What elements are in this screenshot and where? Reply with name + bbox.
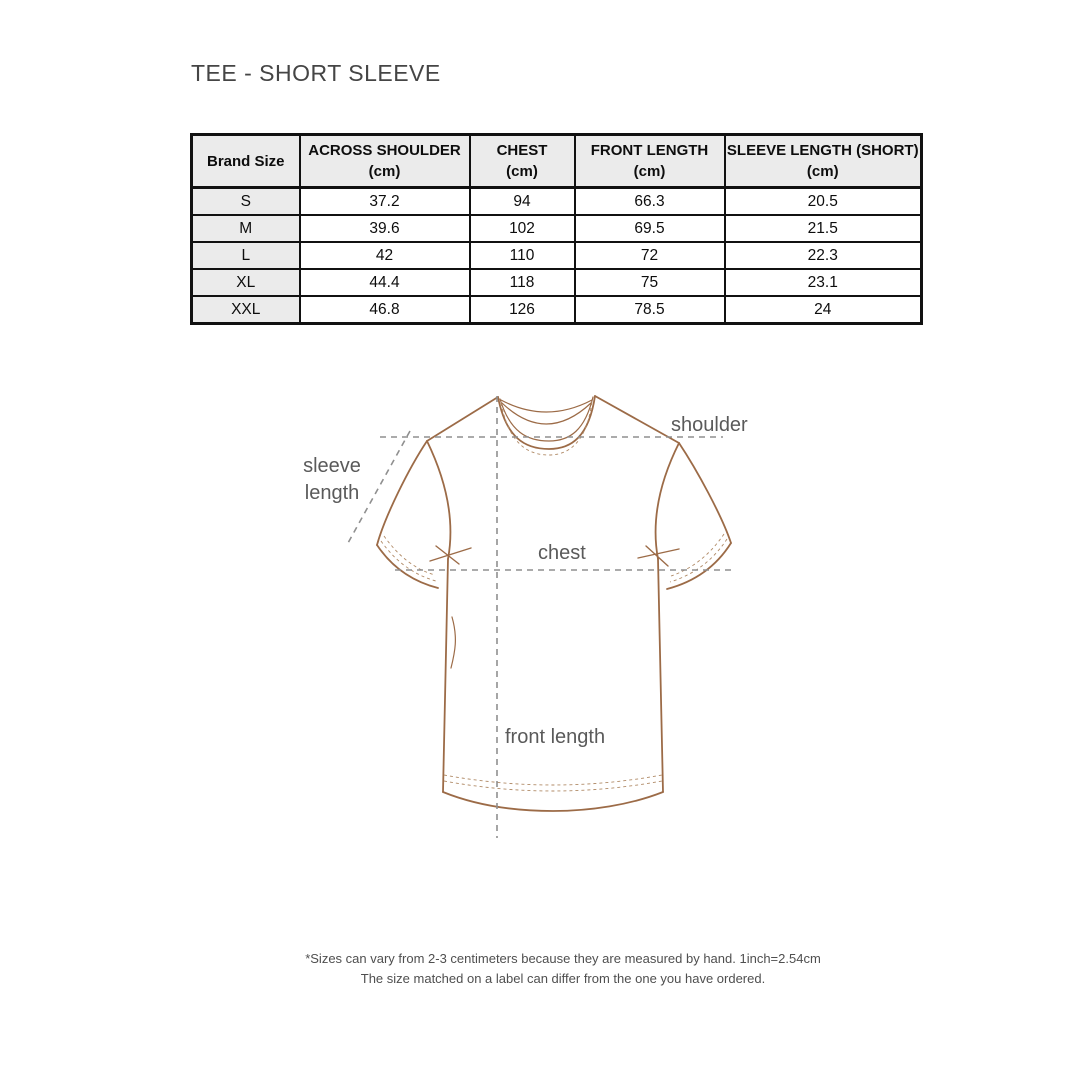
label-sleeve-length bbox=[298, 453, 366, 507]
value-cell: 24 bbox=[725, 296, 922, 324]
value-cell: 21.5 bbox=[725, 215, 922, 242]
header-cell-sleeve-length bbox=[725, 135, 922, 188]
left-sleeve-stitch-2 bbox=[384, 536, 435, 575]
left-body-edge bbox=[443, 559, 448, 792]
value-cell: 39.6 bbox=[300, 215, 470, 242]
value-cell: 37.2 bbox=[300, 188, 470, 216]
header-unit: (cm) bbox=[368, 163, 401, 180]
footer-note-line2: The size matched on a label can differ from the one you have ordered. bbox=[360, 971, 766, 986]
table-row bbox=[192, 215, 922, 242]
bottom-hem-stitch-2 bbox=[444, 775, 662, 785]
tshirt-diagram bbox=[300, 380, 760, 850]
header-label: ACROSS SHOULDER bbox=[308, 142, 461, 159]
header-label: SLEEVE LENGTH (SHORT) bbox=[726, 142, 919, 159]
header-cell-brand-size bbox=[192, 135, 300, 188]
right-shoulder-seam bbox=[595, 396, 679, 443]
label-front-length: front length bbox=[505, 726, 606, 748]
table-row bbox=[192, 296, 922, 324]
table-row bbox=[192, 242, 922, 269]
header-cell-across-shoulder bbox=[300, 135, 470, 188]
measurement-lines bbox=[348, 396, 736, 838]
footer-note bbox=[63, 949, 1063, 989]
right-armhole-seam bbox=[656, 443, 679, 559]
header-unit: (cm) bbox=[506, 163, 538, 180]
value-cell: 22.3 bbox=[725, 242, 922, 269]
size-cell: XL bbox=[192, 269, 300, 296]
label-sleeve-length-line2: length bbox=[304, 482, 360, 504]
table-row bbox=[192, 188, 922, 216]
value-cell: 44.4 bbox=[300, 269, 470, 296]
value-cell: 20.5 bbox=[725, 188, 922, 216]
value-cell: 69.5 bbox=[575, 215, 725, 242]
value-cell: 94 bbox=[470, 188, 575, 216]
footer-note-line1: *Sizes can vary from 2-3 centimeters because they are measured by hand. 1inch=2.54cm bbox=[305, 951, 821, 966]
page-title: TEE - SHORT SLEEVE bbox=[191, 60, 441, 86]
header-unit: (cm) bbox=[806, 163, 839, 180]
value-cell: 23.1 bbox=[725, 269, 922, 296]
header-label: Brand Size bbox=[206, 152, 285, 170]
size-cell: XXL bbox=[192, 296, 300, 324]
label-shoulder: shoulder bbox=[671, 414, 748, 436]
label-sleeve-length-line1: sleeve bbox=[303, 455, 361, 477]
header-label: FRONT LENGTH bbox=[590, 142, 709, 159]
header-cell-chest bbox=[470, 135, 575, 188]
size-cell: M bbox=[192, 215, 300, 242]
size-cell: L bbox=[192, 242, 300, 269]
header-unit: (cm) bbox=[633, 163, 666, 180]
value-cell: 72 bbox=[575, 242, 725, 269]
value-cell: 110 bbox=[470, 242, 575, 269]
body-wrinkle-line bbox=[451, 617, 455, 668]
left-sleeve-outer bbox=[377, 441, 427, 545]
table-header-row bbox=[192, 135, 922, 188]
table-row bbox=[192, 269, 922, 296]
value-cell: 75 bbox=[575, 269, 725, 296]
bottom-hem-stitch-1 bbox=[444, 781, 662, 791]
header-cell-front-length bbox=[575, 135, 725, 188]
value-cell: 78.5 bbox=[575, 296, 725, 324]
left-shoulder-seam bbox=[427, 397, 498, 441]
value-cell: 118 bbox=[470, 269, 575, 296]
value-cell: 102 bbox=[470, 215, 575, 242]
left-armhole-seam bbox=[427, 441, 450, 559]
size-cell: S bbox=[192, 188, 300, 216]
label-chest: chest bbox=[538, 542, 586, 564]
right-sleeve-outer bbox=[679, 443, 731, 543]
collar-back-line-1 bbox=[501, 400, 592, 412]
value-cell: 126 bbox=[470, 296, 575, 324]
left-sleeve-hem bbox=[377, 545, 438, 588]
left-notch-mark bbox=[430, 548, 471, 561]
right-body-edge bbox=[658, 559, 663, 792]
value-cell: 46.8 bbox=[300, 296, 470, 324]
size-table bbox=[190, 133, 923, 325]
header-label: CHEST bbox=[496, 142, 548, 159]
value-cell: 42 bbox=[300, 242, 470, 269]
bottom-hem bbox=[443, 792, 663, 811]
value-cell: 66.3 bbox=[575, 188, 725, 216]
